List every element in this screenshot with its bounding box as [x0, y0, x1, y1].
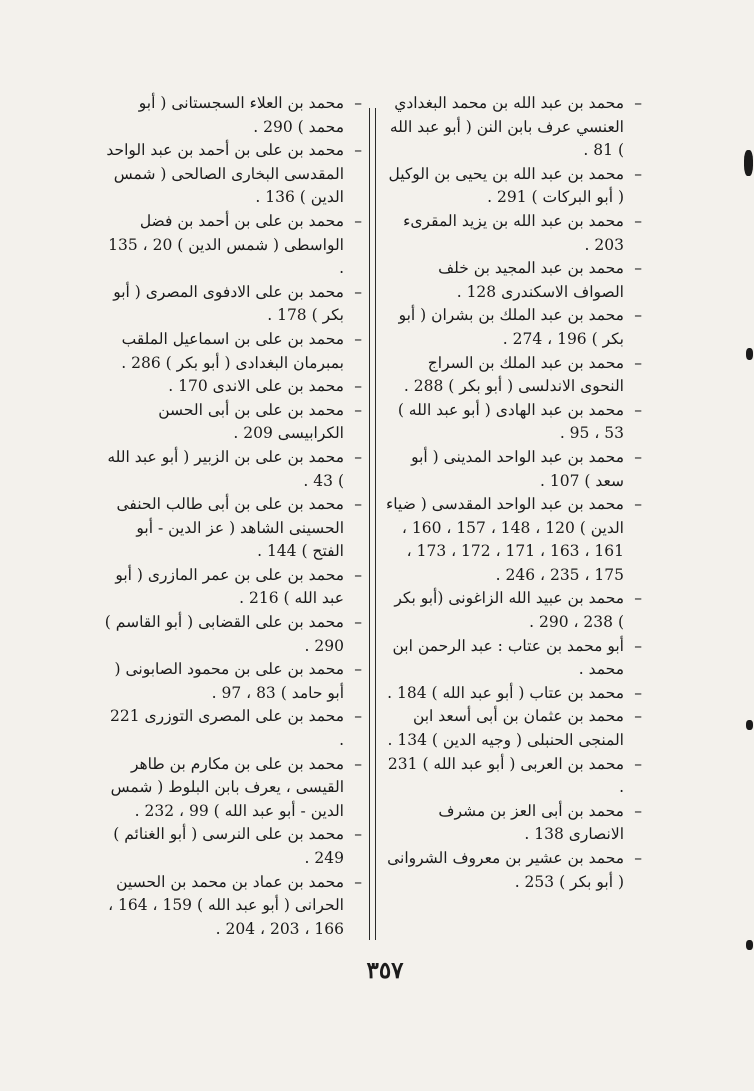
entry-text: محمد بن على الادفوى المصرى ( أبو بكر ) 178 .: [113, 282, 344, 325]
entry-dash: –: [634, 94, 642, 112]
index-entry: [104, 281, 362, 328]
entry-dash: –: [354, 377, 362, 396]
entry-text: محمد بن العربى ( أبو عبد الله ) 231 .: [387, 754, 624, 797]
entry-dash: –: [354, 211, 362, 230]
index-entry: [104, 658, 362, 705]
index-entry: [104, 139, 362, 210]
index-entry: [384, 399, 642, 446]
entry-text: محمد بن على القضابى ( أبو القاسم ) 290 .: [104, 613, 344, 655]
entry-text: محمد بن على الاندى 170 .: [168, 377, 344, 396]
entry-dash: –: [634, 801, 642, 820]
entry-text: محمد بن عبد الهادى ( أبو عبد الله ) 53 ، 95 .: [397, 400, 624, 443]
index-entry: [104, 92, 362, 139]
entry-text: محمد بن على المصرى التوزرى 221 .: [110, 707, 344, 750]
entry-dash: –: [634, 636, 642, 655]
entry-text: محمد بن على بن أحمد بن عبد الواحد المقدسى البخارى الصالحى ( شمس الدين ) 136 .: [106, 141, 344, 207]
entry-text: أبو محمد بن عتاب : عبد الرحمن ابن محمد .: [392, 636, 624, 679]
edge-mark: [746, 348, 753, 360]
index-entry: [384, 92, 642, 163]
entry-dash: –: [634, 495, 642, 514]
edge-mark: [746, 720, 753, 730]
entry-text: محمد بن عثمان بن أبى أسعد ابن المنجى الحنبلى ( وجيه الدين ) 134 .: [387, 707, 624, 750]
left-index-column: [104, 92, 362, 941]
entry-dash: –: [354, 495, 362, 514]
page-number: ٣٥٧: [366, 957, 404, 984]
entry-dash: –: [634, 259, 642, 278]
entry-text: محمد بن عشير بن معروف الشروانى ( أبو بكر ) 253 .: [387, 849, 624, 891]
index-entry: [104, 753, 362, 824]
entry-text: محمد بن على بن محمود الصابونى ( أبو حامد ) 83 ، 97 .: [114, 660, 344, 702]
index-entry: [384, 847, 642, 894]
entry-dash: –: [354, 613, 362, 632]
index-entry: [104, 871, 362, 942]
entry-text: محمد بن العلاء السجستانى ( أبو محمد ) 290 .: [138, 94, 344, 136]
entry-dash: –: [634, 589, 642, 608]
edge-mark: [744, 150, 753, 176]
entry-dash: –: [634, 754, 642, 773]
index-entry: [104, 375, 362, 399]
index-entry: [384, 493, 642, 587]
index-entry: [384, 210, 642, 257]
entry-dash: –: [354, 329, 362, 348]
entry-text: محمد بن على بن اسماعيل الملقب بمبرمان البغدادى ( أبو بكر ) 286 .: [121, 329, 344, 372]
entry-dash: –: [354, 707, 362, 726]
entry-dash: –: [634, 707, 642, 726]
entry-dash: –: [354, 400, 362, 419]
index-entry: [384, 800, 642, 847]
entry-dash: –: [634, 164, 642, 183]
index-entry: [384, 587, 642, 634]
entry-text: محمد بن عبد الملك بن بشران ( أبو بكر ) 196 ، 274 .: [398, 306, 624, 348]
index-entry: [104, 493, 362, 564]
entry-text: محمد بن عبد الملك بن السراج النحوى الاندلسى ( أبو بكر ) 288 .: [403, 353, 624, 396]
entry-text: محمد بن عبد الله بن يزيد المقرىء 203 .: [403, 211, 624, 254]
entry-dash: –: [634, 211, 642, 230]
entry-dash: –: [634, 400, 642, 419]
entry-dash: –: [634, 447, 642, 466]
entry-dash: –: [634, 683, 642, 702]
entry-dash: –: [354, 94, 362, 112]
entry-dash: –: [354, 141, 362, 160]
entry-dash: –: [354, 282, 362, 301]
index-entry: [104, 611, 362, 658]
entry-text: محمد بن على بن عمر المازرى ( أبو عبد الله ) 216 .: [115, 565, 344, 608]
entry-dash: –: [634, 849, 642, 867]
entry-dash: –: [354, 565, 362, 584]
entry-dash: –: [354, 825, 362, 844]
entry-text: محمد بن عبد الله بن يحيى بن الوكيل ( أبو البركات ) 291 .: [388, 164, 624, 207]
index-entry: [104, 399, 362, 446]
entry-dash: –: [354, 660, 362, 679]
index-entry: [104, 705, 362, 752]
entry-text: محمد بن عتاب ( أبو عبد الله ) 184 .: [387, 683, 624, 702]
index-entry: [104, 823, 362, 870]
column-divider: [369, 108, 376, 940]
entry-text: محمد بن على بن أحمد بن فضل الواسطى ( شمس الدين ) 20 ، 135 .: [108, 211, 344, 278]
entry-dash: –: [354, 872, 362, 891]
index-entry: [104, 328, 362, 375]
entry-text: محمد بن عبد الله بن محمد البغدادي العنسي عرف بابن النن ( أبو عبد الله ) 81 .: [389, 94, 624, 160]
index-entry: [384, 163, 642, 210]
entry-dash: –: [354, 447, 362, 466]
edge-mark: [746, 940, 753, 950]
entry-text: محمد بن على النرسى ( أبو الغنائم ) 249 .: [113, 825, 344, 867]
index-entry: [104, 564, 362, 611]
entry-text: محمد بن عماد بن محمد بن الحسين الحرانى ( أبو عبد الله ) 159 ، 164 ، 166 ، 203 ، 204 .: [108, 872, 344, 938]
index-entry: [104, 446, 362, 493]
entry-text: محمد بن عبد المجيد بن خلف الصواف الاسكندرى 128 .: [438, 259, 624, 301]
index-entry: [104, 210, 362, 281]
entry-text: محمد بن عبد الواحد المقدسى ( ضياء الدين ) 120 ، 148 ، 157 ، 160 ، 161 ، 163 ، 171 ، 172 ، 173 ، 175 ، 235 ، 246 .: [386, 495, 624, 584]
entry-dash: –: [354, 754, 362, 773]
index-entry: [384, 635, 642, 682]
right-index-column: [384, 92, 642, 894]
entry-text: محمد بن عبيد الله الزاغونى (أبو بكر ) 238 ، 290 .: [394, 589, 624, 632]
index-entry: [384, 682, 642, 706]
entry-dash: –: [634, 306, 642, 325]
index-entry: [384, 446, 642, 493]
index-entry: [384, 257, 642, 304]
index-entry: [384, 705, 642, 752]
index-entry: [384, 352, 642, 399]
index-entry: [384, 304, 642, 351]
entry-text: محمد بن على بن الزبير ( أبو عبد الله ) 43 .: [107, 447, 344, 490]
entry-text: محمد بن عبد الواحد المدينى ( أبو سعد ) 107 .: [411, 447, 624, 490]
entry-text: محمد بن على بن أبى الحسن الكرابيسى 209 .: [158, 400, 344, 443]
entry-text: محمد بن أبى العز بن مشرف الانصارى 138 .: [438, 801, 624, 844]
entry-text: محمد بن على بن أبى طالب الحنفى الحسينى الشاهد ( عز الدين - أبو الفتح ) 144 .: [116, 495, 344, 561]
entry-dash: –: [634, 353, 642, 372]
entry-text: محمد بن على بن مكارم بن طاهر القيسى ، يعرف بابن البلوط ( شمس الدين - أبو عبد الله ) 99 ، 232 .: [110, 754, 344, 820]
index-entry: [384, 753, 642, 800]
